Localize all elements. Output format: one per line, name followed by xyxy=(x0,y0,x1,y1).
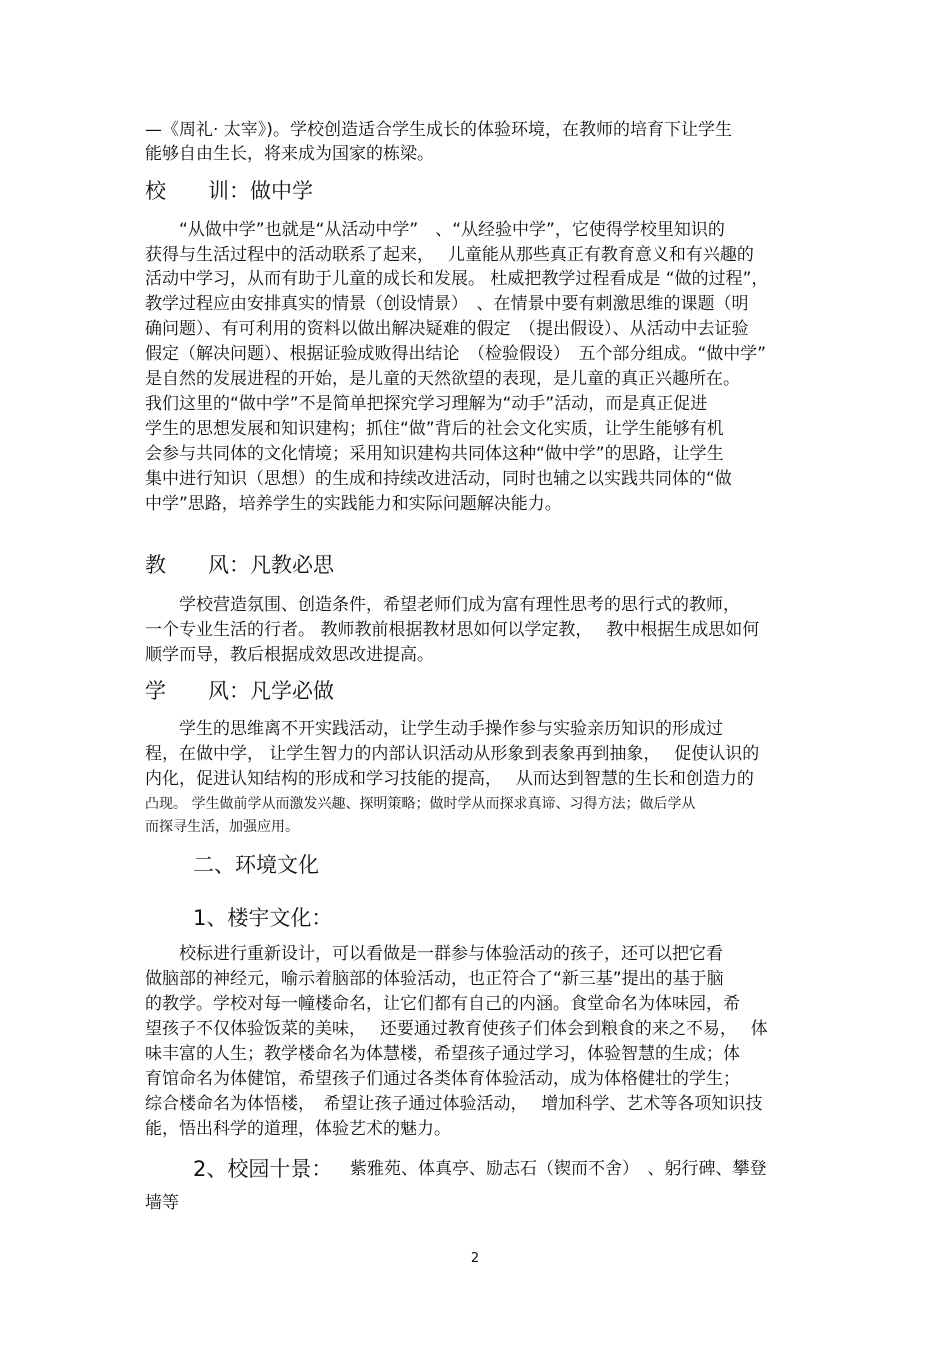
learning-line-1: 学生的思维离不开实践活动，让学生动手操作参与实验亲历知识的形成过 xyxy=(145,719,723,739)
motto-line-3: 活动中学习，从而有助于儿童的成长和发展。 杜威把教学过程看成是 “做的过程”， xyxy=(145,269,769,289)
building-line-3: 的教学。学校对每一幢楼命名，让它们都有自己的内涵。食堂命名为体味园，希 xyxy=(145,994,740,1014)
motto-heading: 校 训：做中学 xyxy=(145,179,313,203)
scenes-continue: 墙等 xyxy=(145,1193,179,1213)
building-line-6: 育馆命名为体健馆，希望孩子们通过各类体育体验活动，成为体格健壮的学生； xyxy=(145,1069,740,1089)
motto-line-5: 确问题）、有可利用的资料以做出解决疑难的假定 （提出假设）、从活动中去证验 xyxy=(145,319,749,339)
scenes-text: 紫雅苑、体真亭、励志石（锲而不舍） 、躬行碑、攀登 xyxy=(350,1159,767,1179)
motto-line-7: 是自然的发展进程的开始，是儿童的天然欲望的表现，是儿童的真正兴趣所在。 xyxy=(145,369,740,389)
teaching-line-3: 顺学而导，教后根据成效思改进提高。 xyxy=(145,645,434,665)
building-line-5: 味丰富的人生；教学楼命名为体慧楼，希望孩子通过学习，体验智慧的生成；体 xyxy=(145,1044,740,1064)
motto-line-11: 集中进行知识（思想）的生成和持续改进活动，同时也辅之以实践共同体的“做 xyxy=(145,469,732,489)
building-line-2: 做脑部的神经元，喻示着脑部的体验活动，也正符合了“新三基”提出的基于脑 xyxy=(145,969,724,989)
motto-line-10: 会参与共同体的文化情境；采用知识建构共同体这种“做中学”的思路，让学生 xyxy=(145,444,724,464)
intro-line-2: 能够自由生长，将来成为国家的栋梁。 xyxy=(145,144,434,164)
teaching-heading: 教 风：凡教必思 xyxy=(145,553,334,577)
scenes-heading: 2、校园十景： xyxy=(193,1157,333,1181)
learning-heading: 学 风：凡学必做 xyxy=(145,679,334,703)
page-number: 2 xyxy=(470,1251,480,1266)
learning-small-line-2: 而探寻生活，加强应用。 xyxy=(145,819,299,835)
motto-line-2: 获得与生活过程中的活动联系了起来， 儿童能从那些真正有教育意义和有兴趣的 xyxy=(145,245,754,265)
building-line-4: 望孩子不仅体验饭菜的美味， 还要通过教育使孩子们体会到粮食的来之不易， 体 xyxy=(145,1019,768,1039)
motto-line-12: 中学”思路，培养学生的实践能力和实际问题解决能力。 xyxy=(145,494,562,514)
intro-line-1: —《周礼· 太宰》)。学校创造适合学生成长的体验环境，在教师的培育下让学生 xyxy=(145,120,732,140)
motto-line-1: “从做中学”也就是“从活动中学” 、“从经验中学”，它使得学校里知识的 xyxy=(145,220,725,240)
building-line-7: 综合楼命名为体悟楼， 希望让孩子通过体验活动， 增加科学、艺术等各项知识技 xyxy=(145,1094,763,1114)
motto-line-6: 假定（解决问题）、根据证验成败得出结论 （检验假设） 五个部分组成。“做中学” xyxy=(145,344,767,364)
section2-heading: 二、环境文化 xyxy=(193,853,319,877)
teaching-line-2: 一个专业生活的行者。 教师教前根据教材思如何以学定教， 教中根据生成思如何 xyxy=(145,620,760,640)
motto-line-8: 我们这里的“做中学”不是简单把探究学习理解为“动手”活动，而是真正促进 xyxy=(145,394,708,414)
motto-line-4: 教学过程应由安排真实的情景（创设情景） 、在情景中要有刺激思维的课题（明 xyxy=(145,294,749,314)
teaching-line-1: 学校营造氛围、创造条件，希望老师们成为富有理性思考的思行式的教师， xyxy=(145,595,740,615)
learning-line-3: 内化，促进认知结构的形成和学习技能的提高， 从而达到智慧的生长和创造力的 xyxy=(145,769,754,789)
learning-small-line-1: 凸现。 学生做前学从而激发兴趣、探明策略；做时学从而探求真谛、习得方法；做后学从 xyxy=(145,796,696,812)
motto-line-9: 学生的思想发展和知识建构；抓住“做”背后的社会文化实质，让学生能够有机 xyxy=(145,419,724,439)
building-heading: 1、楼宇文化： xyxy=(193,906,333,930)
building-line-8: 能，悟出科学的道理，体验艺术的魅力。 xyxy=(145,1119,451,1139)
learning-line-2: 程，在做中学， 让学生智力的内部认识活动从形象到表象再到抽象， 促使认识的 xyxy=(145,744,760,764)
building-line-1: 校标进行重新设计，可以看做是一群参与体验活动的孩子，还可以把它看 xyxy=(145,944,723,964)
